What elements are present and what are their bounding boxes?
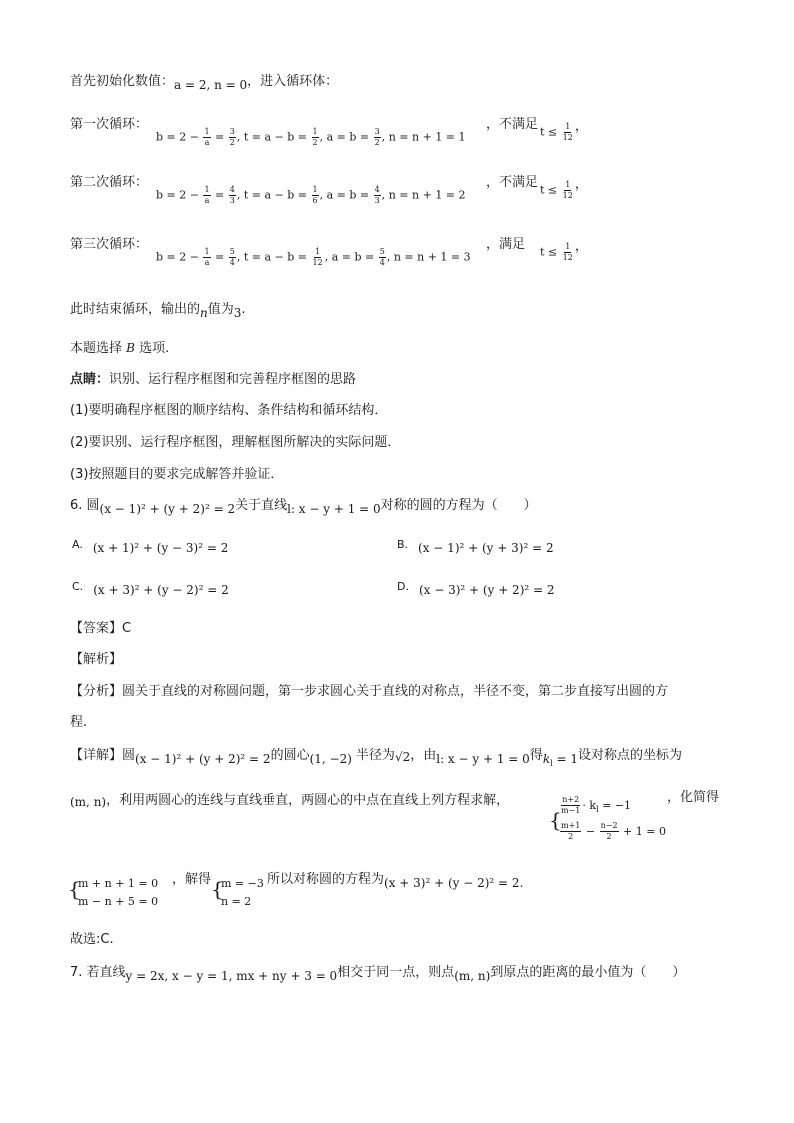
- option-math: (x + 1)² + (y − 3)² = 2: [92, 541, 229, 555]
- detail-line-1: [70, 748, 682, 768]
- fraction: [312, 128, 319, 147]
- math-part: =: [211, 188, 228, 202]
- system-brace: {: [549, 808, 562, 832]
- cond-math: t ≤: [540, 183, 561, 197]
- detail-text: 半径为: [355, 748, 395, 763]
- fraction: [374, 128, 381, 147]
- fraction: [560, 822, 581, 841]
- fraction-den: 2: [312, 138, 318, 147]
- math-part: =: [211, 250, 228, 264]
- option-label: D.: [397, 580, 409, 593]
- choose-var: B: [126, 341, 135, 355]
- fraction-den: a: [204, 138, 210, 147]
- q7-lines: y = 2x, x − y = 1, mx + ny + 3 = 0: [125, 969, 338, 983]
- option-d[interactable]: [397, 580, 555, 599]
- choose-tail: 选项.: [139, 341, 170, 356]
- math-part: , a = b =: [319, 188, 373, 202]
- loop-label: 第一次循环：: [70, 117, 149, 132]
- math-part: b = 2 −: [156, 188, 203, 202]
- option-label: C.: [72, 580, 84, 593]
- fraction: [229, 186, 236, 205]
- detail-text: 得: [529, 748, 543, 763]
- system2-row2: m − n + 5 = 0: [78, 895, 159, 908]
- fenxi-line: [70, 684, 668, 700]
- loop-condition: [540, 238, 588, 262]
- fraction-den: 3: [374, 196, 380, 205]
- detail-result: (x + 3)² + (y − 2)² = 2: [384, 876, 520, 890]
- math-part: =: [211, 130, 228, 144]
- tip-item: (1)要明确程序框图的顺序结构、条件结构和循环结构．: [70, 403, 388, 418]
- fraction-den: 6: [312, 196, 318, 205]
- detail-kl-sub: l: [550, 759, 553, 768]
- fraction-num: m+1: [561, 821, 581, 830]
- tip-line: [70, 372, 356, 388]
- answer-label: 【答案】: [70, 621, 123, 636]
- detail-result-line: [267, 872, 523, 888]
- loop-equation: [156, 128, 466, 147]
- math-part: b = 2 −: [156, 130, 203, 144]
- end-loop-val: 3: [233, 306, 242, 320]
- end-loop-dot: .: [241, 302, 246, 317]
- detail-line-2: [70, 793, 509, 809]
- cond-end: ，: [574, 176, 588, 192]
- fraction: [229, 248, 236, 267]
- fraction-num: 3: [374, 127, 380, 136]
- fraction: [203, 248, 210, 267]
- question-7: [70, 965, 685, 981]
- question-6: [70, 498, 537, 514]
- q6-tail: 对称的圆的方程为（ ）: [380, 498, 537, 513]
- detail-circle: (x − 1)² + (y + 2)² = 2: [135, 752, 271, 766]
- fraction-den: a: [204, 196, 210, 205]
- fraction: [312, 186, 319, 205]
- fraction-num: 1: [312, 127, 318, 136]
- cond-math: t ≤: [540, 125, 561, 139]
- conclusion: 故选:C.: [70, 932, 114, 947]
- fraction: [560, 796, 581, 815]
- detail-dot: .: [519, 876, 524, 890]
- sys1-sub: l: [596, 805, 599, 814]
- loop-condition-text: ，满足: [486, 237, 526, 252]
- intro-text: 首先初始化数值：: [70, 74, 175, 89]
- fraction-num: 1: [565, 180, 571, 189]
- answer-value: C: [122, 621, 132, 636]
- fraction-den: 4: [379, 258, 385, 267]
- option-b[interactable]: [397, 538, 554, 557]
- option-label: A.: [72, 538, 83, 551]
- system3-row2: n = 2: [221, 895, 252, 908]
- tip-item: (3)按照题目的要求完成解答并验证．: [70, 467, 284, 482]
- fraction-num: n+2: [562, 795, 580, 804]
- fraction-den: 12: [562, 191, 573, 200]
- fraction-den: 2: [374, 138, 380, 147]
- system2-row1: m + n + 1 = 0: [78, 877, 159, 890]
- system1-row2: [559, 822, 666, 841]
- fraction-den: a: [204, 258, 210, 267]
- option-math: (x + 3)² + (y − 2)² = 2: [93, 583, 229, 597]
- q7-num: 7. 若直线: [70, 965, 126, 980]
- loop-equation: [156, 248, 471, 267]
- fraction-den: 2: [606, 832, 612, 841]
- analysis-label: 【解析】: [70, 652, 123, 667]
- q6-mid: 关于直线: [235, 498, 288, 513]
- detail-text: 设对称点的坐标为: [577, 748, 682, 763]
- loop-condition: [540, 176, 588, 200]
- detail-solve: ，解得: [172, 872, 212, 887]
- tip-text: 识别、运行程序框图和完善程序框图的思路: [109, 372, 357, 387]
- math-part: , t = a − b =: [236, 250, 311, 264]
- tip-label: 点睛：: [70, 372, 110, 387]
- fraction-den: 12: [312, 258, 323, 267]
- q6-line: l: x − y + 1 = 0: [287, 502, 381, 516]
- detail-radius: √2: [394, 750, 411, 764]
- fraction: [562, 243, 574, 262]
- math-part: , n = n + 1 = 2: [381, 188, 466, 202]
- fraction-den: 2: [568, 832, 574, 841]
- math-part: , a = b =: [324, 250, 378, 264]
- loop-label: 第三次循环：: [70, 237, 149, 252]
- q6-num: 6. 圆: [70, 498, 100, 513]
- fraction-den: 3: [229, 196, 235, 205]
- detail-label: 【详解】: [70, 748, 123, 763]
- fraction-den: 4: [229, 258, 235, 267]
- fraction: [562, 181, 574, 200]
- choose-line: [70, 341, 169, 357]
- fraction-num: 5: [379, 247, 385, 256]
- choose-text: 本题选择: [70, 341, 123, 356]
- fraction: [203, 128, 210, 147]
- system-brace: {: [68, 877, 81, 901]
- fenxi-label: 【分析】: [70, 684, 123, 699]
- loop-condition: [540, 118, 588, 142]
- fraction-num: 3: [229, 127, 235, 136]
- system1-row1: [559, 796, 631, 815]
- system-brace: {: [211, 877, 224, 901]
- detail-kl: k: [542, 752, 551, 766]
- end-loop-mid: 值为: [207, 302, 234, 317]
- fraction-num: 4: [229, 185, 235, 194]
- fraction: [203, 186, 210, 205]
- cond-end: ，: [574, 238, 588, 254]
- fraction: [312, 248, 324, 267]
- fraction-num: 1: [565, 242, 571, 251]
- system3-row1: m = −3: [221, 877, 264, 890]
- sys1-mid: −: [582, 825, 599, 838]
- fraction-num: 1: [204, 247, 210, 256]
- fenxi-text: 圆关于直线的对称圆问题，第一步求圆心关于直线的对称点，半径不变，第二步直接写出圆的方: [122, 684, 669, 699]
- cond-end: ，: [574, 118, 588, 134]
- intro-tail: ，进入循环体：: [247, 74, 339, 89]
- end-loop-line: [70, 302, 246, 318]
- fraction-num: 1: [204, 185, 210, 194]
- cond-math: t ≤: [540, 245, 561, 259]
- fraction: [600, 822, 619, 841]
- detail-text: 圆: [122, 748, 136, 763]
- math-part: , t = a − b =: [236, 130, 311, 144]
- fraction-den: m−1: [561, 806, 581, 815]
- fraction-den: 12: [562, 253, 573, 262]
- fraction-num: 1: [565, 122, 571, 131]
- q7-tail: 到原点的距离的最小值为（ ）: [490, 965, 686, 980]
- fraction-num: 1: [315, 247, 321, 256]
- detail-text: 所以对称圆的方程为: [267, 872, 385, 887]
- fraction-den: 12: [562, 133, 573, 142]
- loop-equation: [156, 186, 466, 205]
- option-a[interactable]: [72, 538, 229, 557]
- fraction: [562, 123, 574, 142]
- fraction-num: 4: [374, 185, 380, 194]
- detail-text: ，利用两圆心的连线与直线垂直，两圆心的中点在直线上列方程求解，: [106, 793, 510, 808]
- intro-math: a = 2, n = 0: [174, 78, 248, 92]
- detail-text: ，由: [410, 748, 437, 763]
- sys1-val: = −1: [598, 799, 632, 812]
- q6-circle: (x − 1)² + (y + 2)² = 2: [99, 502, 236, 516]
- fraction-num: 1: [204, 127, 210, 136]
- loop-condition-text: ，不满足: [486, 175, 539, 190]
- math-part: , t = a − b =: [236, 188, 311, 202]
- end-loop-var: n: [200, 306, 208, 320]
- detail-kl-val: = 1: [552, 752, 578, 766]
- q7-mid: 相交于同一点，则点: [337, 965, 455, 980]
- intro-line: [70, 74, 338, 90]
- sys1-r2: + 1 = 0: [619, 825, 666, 838]
- fraction-num: n−2: [600, 821, 618, 830]
- detail-text: 的圆心: [270, 748, 310, 763]
- answer-line: [70, 621, 131, 637]
- fraction-num: 1: [312, 185, 318, 194]
- math-part: , n = n + 1 = 1: [381, 130, 466, 144]
- math-part: b = 2 −: [156, 250, 203, 264]
- loop-condition-text: ，不满足: [486, 117, 539, 132]
- detail-simplify: ，化简得: [667, 790, 720, 805]
- fraction-num: 5: [229, 247, 235, 256]
- option-c[interactable]: [72, 580, 229, 599]
- option-math: (x − 3)² + (y + 2)² = 2: [418, 583, 555, 597]
- math-part: , a = b =: [319, 130, 373, 144]
- loop-label: 第二次循环：: [70, 175, 149, 190]
- detail-center: (1, −2): [309, 752, 352, 766]
- option-math: (x − 1)² + (y + 3)² = 2: [418, 541, 554, 555]
- detail-point: (m, n): [70, 795, 107, 809]
- fraction: [379, 248, 386, 267]
- end-loop-text: 此时结束循环，输出的: [70, 302, 201, 317]
- option-label: B.: [397, 538, 409, 551]
- sys1-r1: · k: [582, 799, 597, 812]
- q7-point: (m, n): [454, 969, 491, 983]
- tip-item: (2)要识别、运行程序框图，理解框图所解决的实际问题．: [70, 435, 401, 450]
- fraction: [229, 128, 236, 147]
- fraction: [374, 186, 381, 205]
- fraction-den: 2: [229, 138, 235, 147]
- detail-line-eq: l: x − y + 1 = 0: [436, 752, 530, 766]
- math-part: , n = n + 1 = 3: [386, 250, 471, 264]
- fenxi-line-2: 程.: [70, 715, 88, 730]
